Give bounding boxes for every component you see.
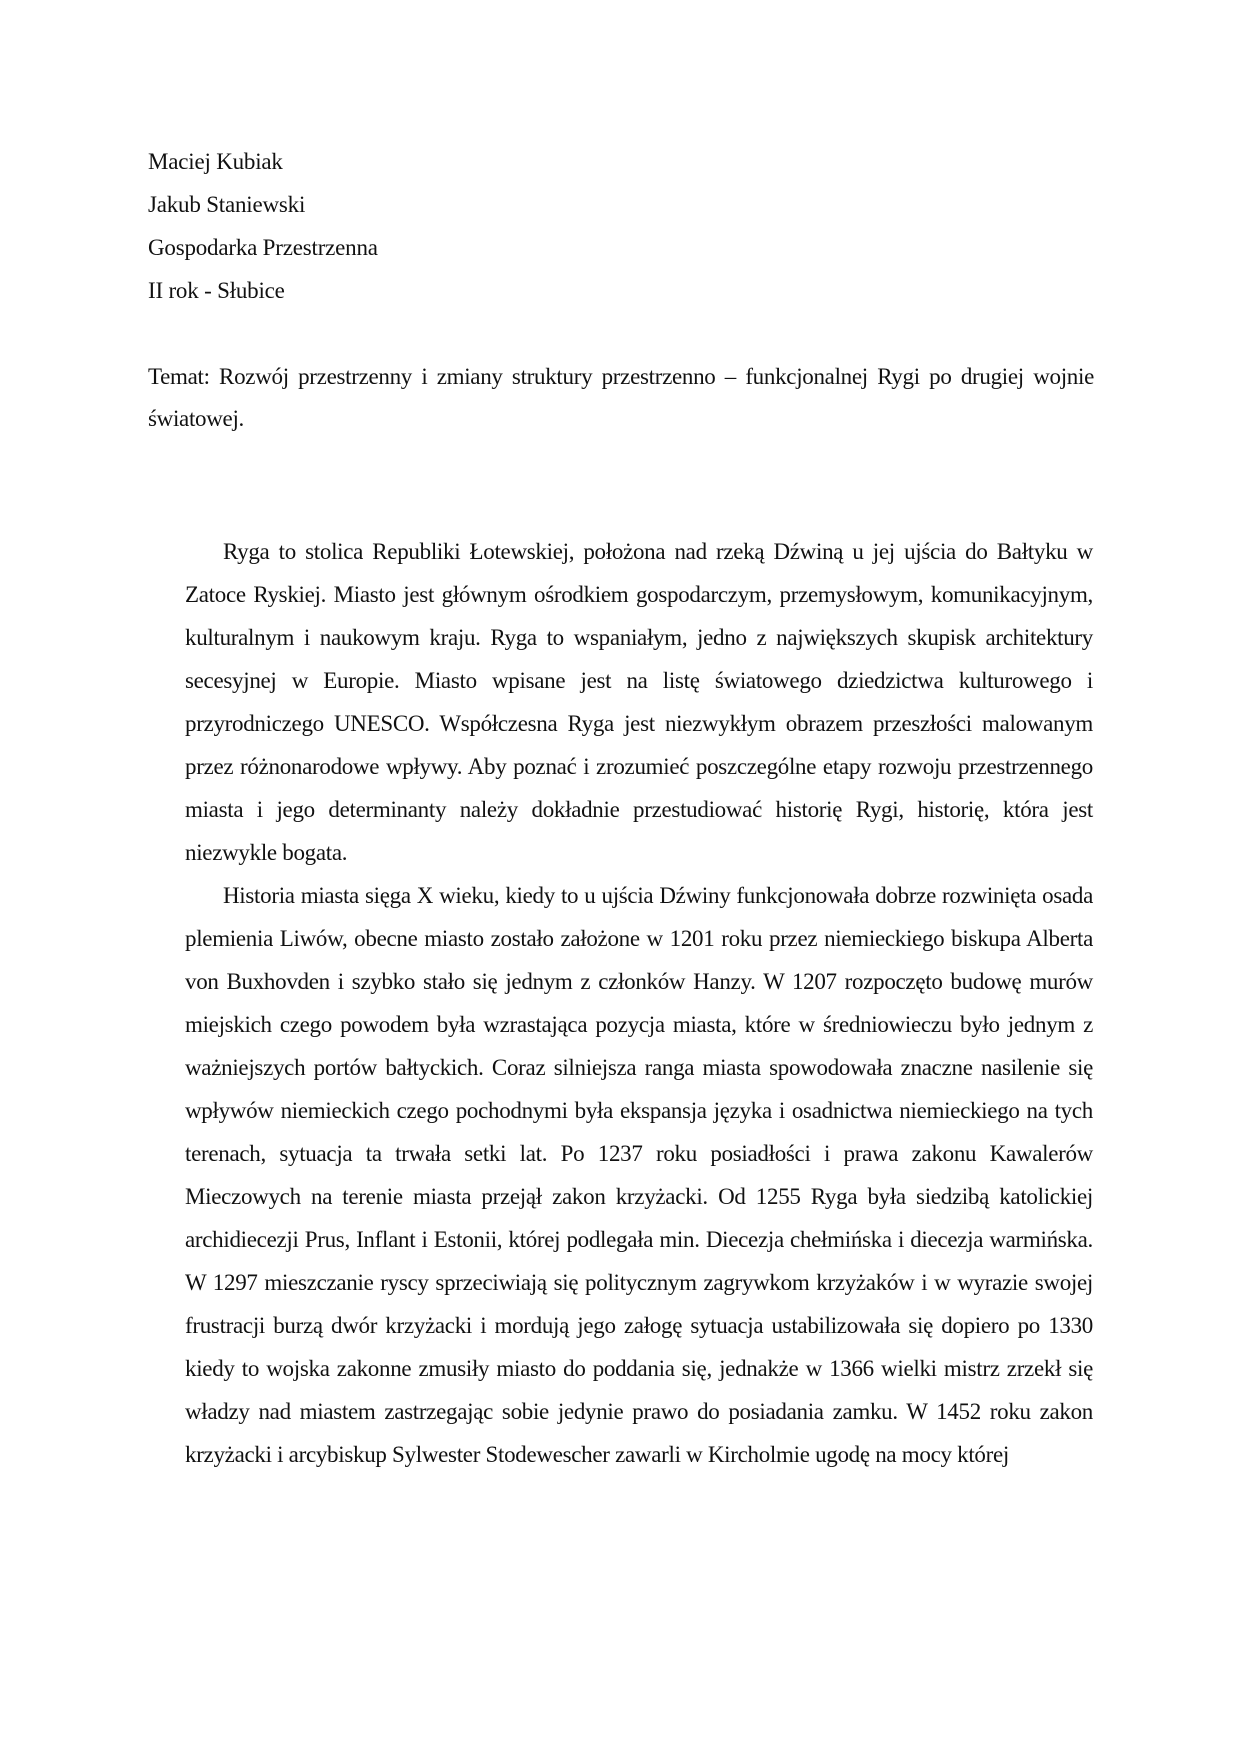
body-text (185, 530, 1093, 1476)
author-name-2: Jakub Staniewski (148, 192, 306, 217)
topic-line: Temat: Rozwój przestrzenny i zmiany struktury przestrzenno – funkcjonalnej Rygi po drugiej wojnie światowej. (148, 364, 1094, 431)
paragraph-2: Historia miasta sięga X wieku, kiedy to u ujścia Dźwiny funkcjonowała dobrze rozwinięta osada plemienia Liwów, obecne miasto zostało założone w 1201 roku przez niemieckiego biskupa Alberta von Buxhovden i szybko stało się jednym z członków Hanzy. W 1207 rozpoczęto budowę murów miejskich czego powodem była wzrastająca pozycja miasta, które w średniowieczu było jednym z ważniejszych portów bałtyckich. Coraz silniejsza ranga miasta spowodowała znaczne nasilenie się wpływów niemieckich czego pochodnymi była ekspansja języka i osadnictwa niemieckiego na tych terenach, sytuacja ta trwała setki lat. Po 1237 roku posiadłości i prawa zakonu Kawalerów Mieczowych na terenie miasta przejął zakon krzyżacki. Od 1255 Ryga była siedzibą katolickiej archidiecezji Prus, Inflant i Estonii, której podlegała min. Diecezja chełmińska i diecezja warmińska. W 1297 mieszczanie ryscy sprzeciwiają się politycznym zagrywkom krzyżaków i w wyrazie swojej frustracji burzą dwór krzyżacki i mordują jego załogę sytuacja ustabilizowała się dopiero po 1330 kiedy to wojska zakonne zmusiły miasto do poddania się, jednakże w 1366 wielki mistrz zrzekł się władzy nad miastem zastrzegając sobie jedynie prawo do posiadania zamku. W 1452 roku zakon krzyżacki i arcybiskup Sylwester Stodewescher zawarli w Kircholmie ugodę na mocy której (185, 883, 1093, 1467)
author-name-1: Maciej Kubiak (148, 149, 283, 174)
author-block (148, 140, 848, 312)
year-and-campus: II rok - Słubice (148, 278, 285, 303)
field-of-study: Gospodarka Przestrzenna (148, 235, 378, 260)
paragraph-1: Ryga to stolica Republiki Łotewskiej, położona nad rzeką Dźwiną u jej ujścia do Bałtyku w Zatoce Ryskiej. Miasto jest głównym ośrodkiem gospodarczym, przemysłowym, komunikacyjnym, kulturalnym i naukowym kraju. Ryga to wspaniałym, jedno z największych skupisk architektury secesyjnej w Europie. Miasto wpisane jest na listę światowego dziedzictwa kulturowego i przyrodniczego UNESCO. Współczesna Ryga jest niezwykłym obrazem przeszłości malowanym przez różnonarodowe wpływy. Aby poznać i zrozumieć poszczególne etapy rozwoju przestrzennego miasta i jego determinanty należy dokładnie przestudiować historię Rygi, historię, która jest niezwykle bogata. (185, 539, 1093, 865)
